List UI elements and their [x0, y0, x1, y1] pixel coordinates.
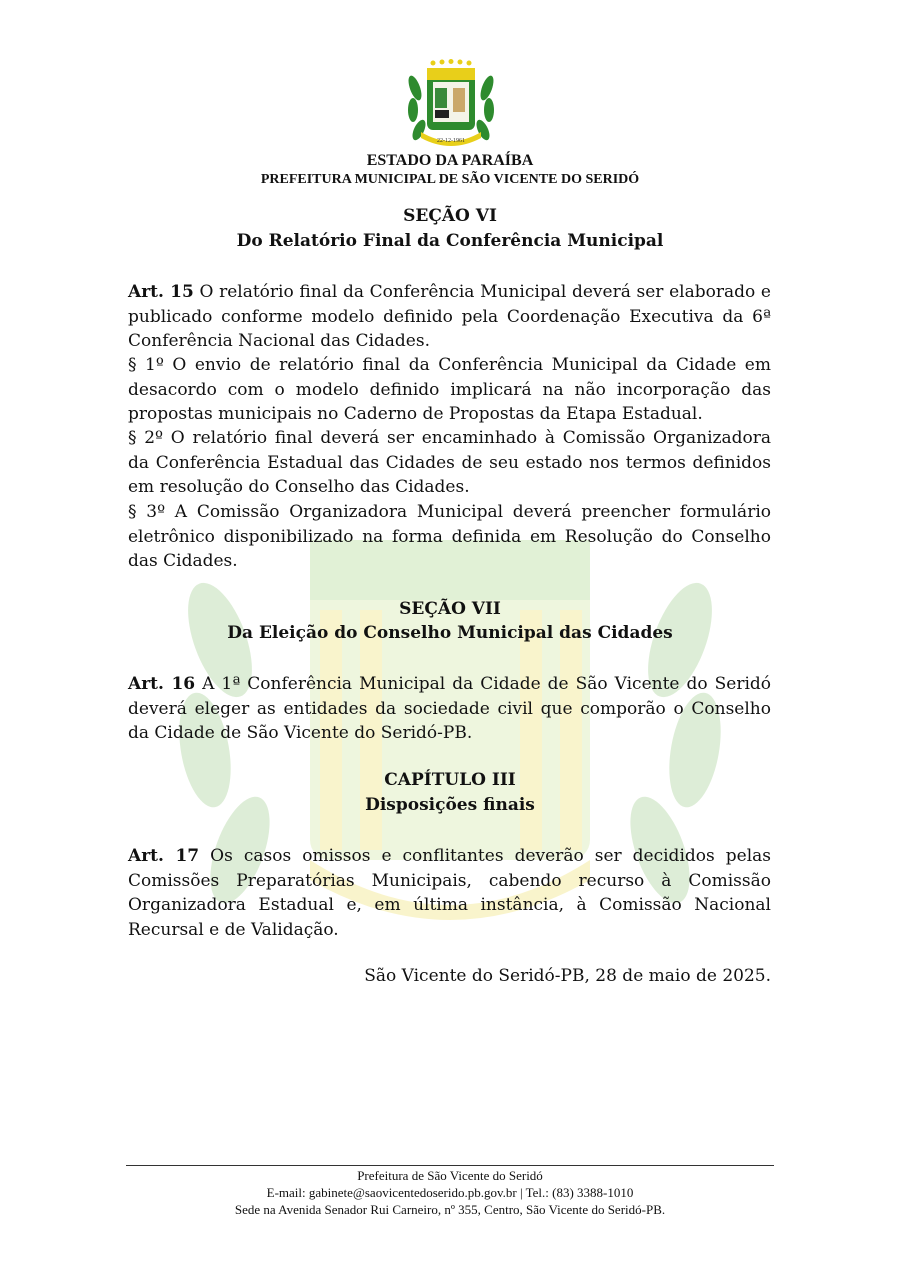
article-15: [128, 280, 771, 354]
article-16: [128, 672, 771, 746]
footer-line-1: Prefeitura de São Vicente do Seridó: [357, 1168, 543, 1183]
prefeitura-name: PREFEITURA MUNICIPAL DE SÃO VICENTE DO SERIDÓ: [260, 172, 640, 187]
article-text: O relatório final da Conferência Municipal deverá ser elaborado e publicado conforme modelo definido pela Coordenação Executiva da 6ª Conferência Nacional das Cidades.: [128, 282, 771, 351]
article-text: A 1ª Conferência Municipal da Cidade de São Vicente do Seridó deverá eleger as entidades da sociedade civil que comporão o Conselho da Cidade de São Vicente do Seridó-PB.: [128, 674, 772, 743]
article-15-paragraph-3: § 3º A Comissão Organizadora Municipal deverá preencher formulário eletrônico disponibilizado na forma definida em Resolução do Conselho das Cidades.: [128, 502, 771, 571]
article-15-paragraph-2: § 2º O relatório final deverá ser encaminhado à Comissão Organizadora da Conferência Estadual das Cidades de seu estado nos termos definidos em resolução do Conselho das Cidades.: [128, 428, 771, 497]
article-label: Art. 15: [128, 282, 194, 302]
crest-date: 22-12-1961: [437, 138, 465, 144]
section-heading: SEÇÃO VI: [403, 206, 497, 226]
footer-divider: [126, 1165, 774, 1166]
article-text: Os casos omissos e conflitantes deverão ser decididos pelas Comissões Preparatórias Municipais, cabendo recurso à Comissão Organizadora Estadual e, em última instância, à Comissão Nacional Recursal e de Validação.: [128, 846, 771, 940]
section-heading: SEÇÃO VII: [399, 599, 501, 619]
article-15-paragraph-1: § 1º O envio de relatório final da Conferência Municipal da Cidade em desacordo com o modelo definido implicará na não incorporação das propostas municipais no Caderno de Propostas da Etapa Estadual.: [128, 355, 771, 424]
state-name: ESTADO DA PARAÍBA: [366, 152, 534, 169]
date-line: São Vicente do Seridó-PB, 28 de maio de 2025.: [364, 966, 771, 986]
section-subheading: Da Eleição do Conselho Municipal das Cidades: [227, 623, 673, 643]
footer-line-2: E-mail: gabinete@saovicentedoserido.pb.gov.br | Tel.: (83) 3388-1010: [266, 1185, 634, 1200]
article-17: [128, 844, 771, 942]
section-subheading: Do Relatório Final da Conferência Municipal: [236, 231, 664, 251]
footer-line-3: Sede na Avenida Senador Rui Carneiro, nº 355, Centro, São Vicente do Seridó-PB.: [234, 1202, 666, 1217]
chapter-heading: CAPÍTULO III: [384, 770, 516, 790]
article-label: Art. 17: [128, 846, 200, 866]
coat-of-arms-icon: [405, 58, 497, 150]
chapter-subheading: Disposições finais: [365, 795, 535, 815]
article-label: Art. 16: [128, 674, 196, 694]
